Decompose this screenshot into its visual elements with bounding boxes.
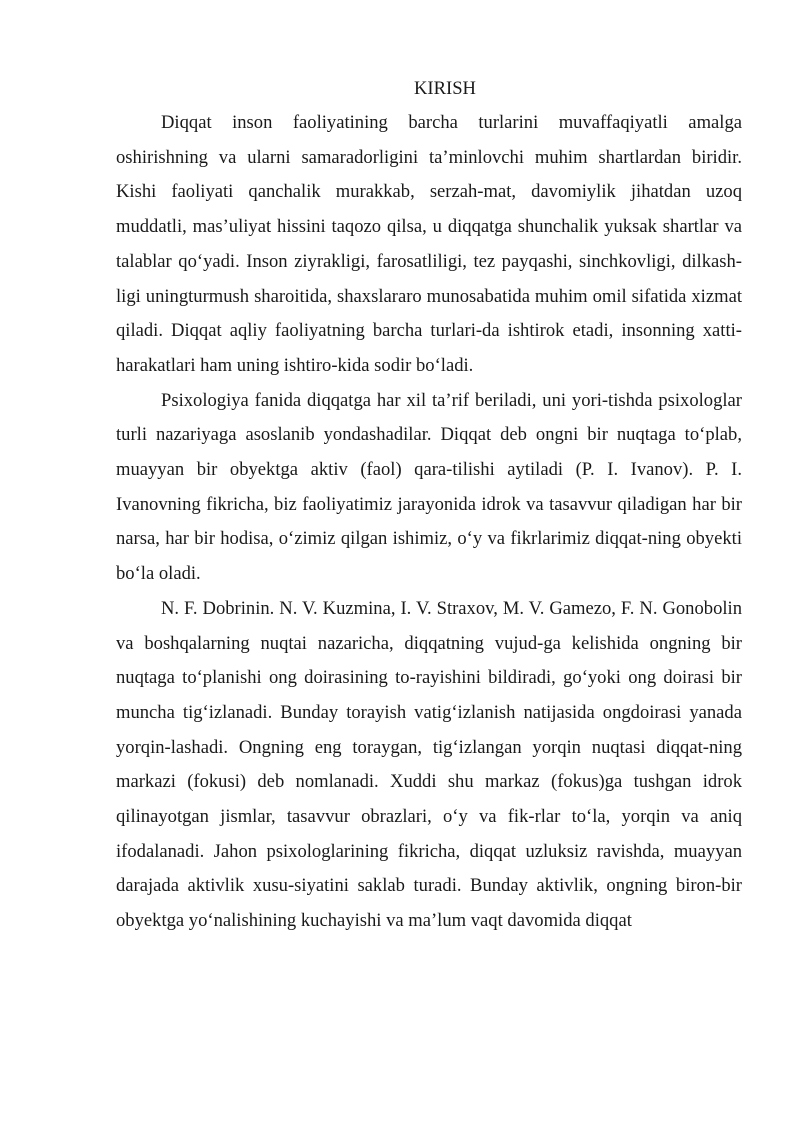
paragraph-2: Psixologiya fanida diqqatga har xil ta’rif beriladi, uni yori-tishda psixologlar turli nazariyaga asoslanib yondashadilar. Diqqat deb ongni bir nuqtaga to‘plab, muayyan bir obyektga aktiv (faol) qara-tilishi aytiladi (P. I. Ivanov). P. I. Ivanovning fikricha, biz faoliyatimiz jarayonida idrok va tasavvur qiladigan har bir narsa, har bir hodisa, o‘zimiz qilgan ishimiz, o‘y va fikrlarimiz diqqat-ning obyekti bo‘la oladi. [116, 389, 742, 585]
document-page [116, 76, 742, 939]
paragraph-3: N. F. Dobrinin. N. V. Kuzmina, I. V. Straxov, M. V. Gamezo, F. N. Gonobolin va boshqalarning nuqtai nazaricha, diqqatning vujud-ga kelishida ongning bir nuqtaga to‘planishi ong doirasining to-rayishini bildiradi, go‘yoki ong doirasi bir muncha tig‘izlanadi. Bunday torayish vatig‘izlanish natijasida ongdoirasi yanada yorqin-lashadi. Ongning eng toraygan, tig‘izlangan yorqin nuqtasi diqqat-ning markazi (fokusi) deb nomlanadi. Xuddi shu markaz (fokus)ga tushgan idrok qilinayotgan jismlar, tasavvur obrazlari, o‘y va fik-rlar to‘la, yorqin va aniq ifodalanadi. Jahon psixologlarining fikricha, diqqat uzluksiz ravishda, muayyan darajada aktivlik xusu-siyatini saklab turadi. Bunday aktivlik, ongning biron-bir obyektga yo‘nalishining kuchayishi va ma’lum vaqt davomida diqqat [116, 597, 742, 932]
page-title: KIRISH [414, 78, 476, 99]
paragraph-1: Diqqat inson faoliyatining barcha turlarini muvaffaqiyatli amalga oshirishning va ularni samaradorligini ta’minlovchi muhim shartlardan biridir. Kishi faoliyati qanchalik murakkab, serzah-mat, davomiylik jihatdan uzoq muddatli, mas’uliyat hissini taqozo qilsa, u diqqatga shunchalik yuksak shartlar va talablar qo‘yadi. Inson ziyrakligi, farosatliligi, tez payqashi, sinchkovligi, dilkash-ligi uningturmush sharoitida, shaxslararo munosabatida muhim omil sifatida xizmat qiladi. Diqqat aqliy faoliyatning barcha turlari-da ishtirok etadi, insonning xatti-harakatlari ham uning ishtiro-kida sodir bo‘ladi. [116, 112, 742, 376]
